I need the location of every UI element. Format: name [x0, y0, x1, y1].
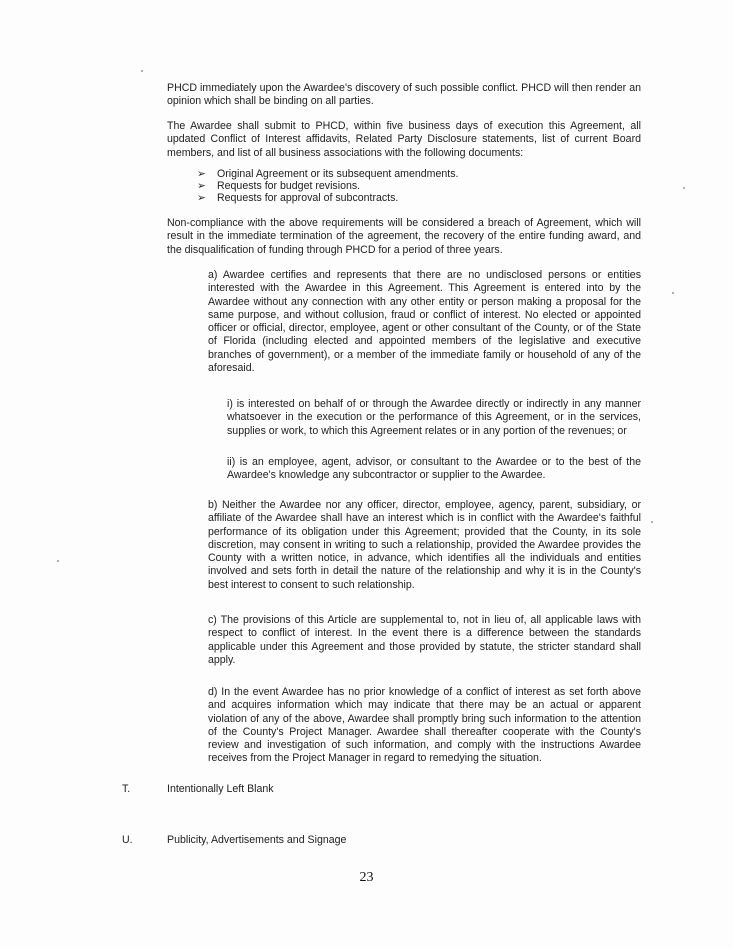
clause-d: d) In the event Awardee has no prior knowledge of a conflict of interest as set forth above and acquires information which may indicate that there may be an actual or apparent violation of any of the above, Awardee shall promptly bring such information to the attention of the County's Project Manager. Awardee shall thereafter cooperate with the County's review and investigation of such information, and comply with the instructions Awardee receives from the Project Manager in regard to remedying the situation.	[208, 686, 641, 765]
section-u-title: Publicity, Advertisements and Signage	[167, 834, 347, 846]
bullet-text: Requests for budget revisions.	[217, 180, 361, 192]
paragraph-submission-requirements: The Awardee shall submit to PHCD, within five business days of execution this Agreement, all updated Conflict of Interest affidavits, Related Party Disclosure statements, list of current Board members, and list of all business associations with the following documents:	[167, 120, 641, 159]
arrow-bullet-icon: ➢	[197, 168, 206, 180]
scan-speck	[651, 521, 653, 523]
section-t-letter: T.	[122, 783, 131, 795]
scan-speck	[141, 70, 143, 72]
clause-c: c) The provisions of this Article are supplemental to, not in lieu of, all applicable laws with respect to conflict of interest. In the event there is a difference between the standards applicable under this Agreement and those provided by statute, the stricter standard shall apply.	[208, 614, 641, 666]
clause-a-ii: ii) is an employee, agent, advisor, or consultant to the Awardee or to the best of the Awardee's knowledge any subcontractor or supplier to the Awardee.	[227, 456, 641, 482]
page-number: 23	[359, 870, 374, 885]
section-t-title: Intentionally Left Blank	[167, 783, 274, 795]
clause-a-i: i) is interested on behalf of or through the Awardee directly or indirectly in any manner whatsoever in the execution or the performance of this Agreement, or in the services, supplies or work, to which this Agreement relates or in any portion of the revenues; or	[227, 398, 641, 437]
bullet-item	[197, 168, 458, 181]
arrow-bullet-icon: ➢	[197, 180, 206, 192]
scan-speck	[683, 187, 685, 189]
paragraph-non-compliance: Non-compliance with the above requirements will be considered a breach of Agreement, which will result in the immediate termination of the agreement, the recovery of the entire funding award, and the disqualification of funding through PHCD for a period of three years.	[167, 217, 641, 256]
paragraph-conflict-opinion: PHCD immediately upon the Awardee's discovery of such possible conflict. PHCD will then render an opinion which shall be binding on all parties.	[167, 82, 641, 108]
arrow-bullet-icon: ➢	[197, 192, 206, 204]
clause-a: a) Awardee certifies and represents that there are no undisclosed persons or entities interested with the Awardee in this Agreement. This Agreement is entered into by the Awardee without any connection with any other entity or person making a proposal for the same purpose, and without collusion, fraud or conflict of interest. No elected or appointed officer or official, director, employee, agent or other consultant of the County, or of the State of Florida (including elected and appointed members of the legislative and executive branches of government), or a member of the immediate family or household of any of the aforesaid.	[208, 269, 641, 375]
bullet-item	[197, 192, 398, 205]
scan-speck	[57, 560, 59, 562]
scan-speck	[672, 292, 674, 294]
section-u-letter: U.	[122, 834, 133, 846]
clause-b: b) Neither the Awardee nor any officer, director, employee, agency, parent, subsidiary, or affiliate of the Awardee shall have an interest which is in conflict with the Awardee's faithful performance of its obligation under this Agreement; provided that the County, in its sole discretion, may consent in writing to such a relationship, provided the Awardee provides the County with a written notice, in advance, which identifies all the individuals and entities involved and sets forth in detail the nature of the relationship and why it is in the County's best interest to consent to such relationship.	[208, 499, 641, 591]
bullet-text: Requests for approval of subcontracts.	[217, 192, 399, 204]
bullet-text: Original Agreement or its subsequent amendments.	[217, 168, 459, 180]
bullet-item	[197, 180, 360, 193]
